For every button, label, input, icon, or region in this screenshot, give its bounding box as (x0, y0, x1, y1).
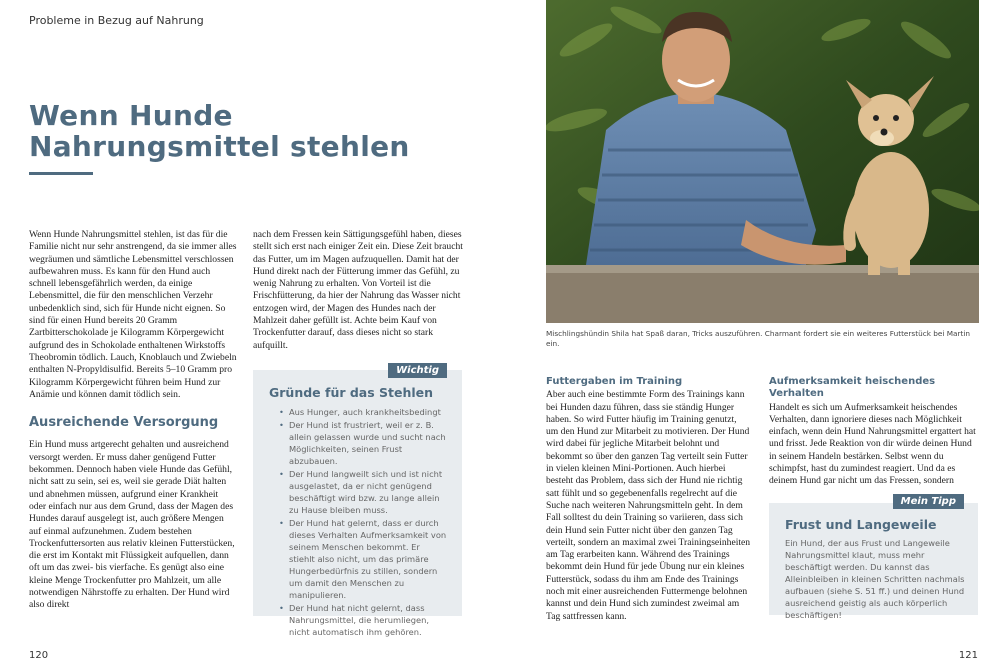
right-page (504, 0, 1008, 672)
attention-paragraph: Handelt es sich um Aufmerksamkeit heischendes Verhalten, dann ignoriere dieses nach Möglichkeit einfach, wenn dein Hund Nahrungsmittel ergattert hat und frisst. Jede Reaktion von dir würde deinen Hund in seinem Handeln bestärken. Selbst wenn du schimpfst, hast du zumindest reagiert. Und da es deinem Hund gar nicht um das Fressen, sondern (769, 401, 976, 487)
list-item: • Der Hund hat nicht gelernt, dass Nahrungsmittel, die herumliegen, nicht automatisch ihm gehören. (279, 602, 448, 638)
left-column-2 (253, 229, 463, 352)
photo-illustration (546, 0, 979, 323)
tip-title: Frust und Langeweile (785, 517, 937, 532)
tip-tag: Mein Tipp (893, 494, 964, 509)
intro-paragraph: Wenn Hunde Nahrungsmittel stehlen, ist das für die Familie nicht nur sehr anstrengend, da sie immer alles wegräumen und sämtliche Lebensmittel verschlossen aufbewahren muss. Es kann für den Hund auch schnell lebensgefährlich werden, da einige Lebensmittel, die für den menschlichen Verzehr unbedenklich sind, sich für Hunde nicht eignen. So sind für einen Hund bereits 20 Gramm Zartbitterschokolade je Kilogramm Körpergewicht aufgrund des in Schokolade enthaltenen Wirkstoffs Theobromin tödlich. Lauch, Knoblauch und Zwiebeln enthalten N-Propyldisulfid. Bereits 5–10 Gramm pro Kilogramm Körpergewicht führen beim Hund zur Anämie und können damit tödlich sein. (29, 229, 237, 400)
right-column-1 (546, 376, 751, 623)
reasons-list (253, 400, 462, 638)
subheading-versorgung: Ausreichende Versorgung (29, 415, 219, 431)
tip-box (769, 496, 978, 620)
title-rule (29, 172, 93, 175)
important-box (253, 365, 462, 637)
list-item: • Aus Hunger, auch krankheitsbedingt (279, 406, 448, 418)
list-item: • Der Hund hat gelernt, dass er durch dieses Verhalten Aufmerksamkeit von seinem Menschen bekommt. Er stiehlt also nicht, um das primäre Hungerbedürfnis zu stillen, sondern um damit den Menschen zu manipulieren. (279, 517, 448, 601)
page-number-left: 120 (29, 650, 49, 661)
heading-training: Futtergaben im Training (546, 376, 683, 387)
heading-attention: Aufmerksamkeit heischendes Verhalten (769, 376, 936, 400)
versorgung-paragraph: Ein Hund muss artgerecht gehalten und ausreichend versorgt werden. Er muss daher genügend Futter bekommen. Dennoch haben viele Hunde das Gefühl, nicht satt zu sein, sei es, weil sie gerade Diät halten und abnehmen müssen, aufgrund einer Krankheit oder einfach nur aus dem Grund, dass der Magen des Hundes darauf ausgelegt ist, auch größere Mengen auf einmal aufzunehmen. Zudem bestehen Trockenfuttersorten aus relativ kleinen Futterstücken, die erst im Kontakt mit Flüssigkeit aufquellen, dann oft um das zwei- bis vierfache. Es genügt also eine kleine Menge Trockenfutter pro Mahlzeit, um alle notwendigen Nährstoffe zu erhalten. Der Hund wird also direkt (29, 439, 235, 611)
title-line-1: Wenn Hunde (29, 99, 233, 132)
photo-caption: Mischlingshündin Shila hat Spaß daran, Tricks auszuführen. Charmant fordert sie ein weiteres Futterstück bei Martin ein. (546, 329, 971, 348)
title-line-2: Nahrungsmittel stehlen (29, 130, 410, 163)
page-title (29, 100, 410, 162)
running-head: Probleme in Bezug auf Nahrung (29, 14, 204, 27)
tip-text: Ein Hund, der aus Frust und Langeweile Nahrungsmittel klaut, muss mehr beschäftigt werden. Du kannst das Alleinbleiben in kleinen Schritten nachmals aufbauen (siehe S. 51 ff.) und deinen Hund ausreichend geistig als auch körperlich beschäftigen! (785, 538, 965, 620)
list-item: • Der Hund langweilt sich und ist nicht ausgelastet, da er nicht genügend beschäftigt wird bzw. zu lange allein zu Hause bleiben muss. (279, 468, 448, 516)
important-tag: Wichtig (388, 363, 447, 378)
page-number-right: 121 (958, 650, 978, 661)
box-title: Gründe für das Stehlen (269, 385, 434, 400)
training-paragraph: Aber auch eine bestimmte Form des Trainings kann bei Hunden dazu führen, dass sie ständig Hunger haben. So wird Futter häufig im Training genutzt, um den Hund zur Mitarbeit zu motivieren. Der Hund wird dabei für jegliche Mitarbeit belohnt und bekommt so über den ganzen Tag verteilt sein Futter in vielen kleinen Mini-Portionen. Auch hierbei besteht das Problem, dass sich der Hund nie richtig satt fühlt und so gegebenenfalls regelrecht auf die Suche nach weiteren Nahrungsmitteln geht. In dem Fall solltest du dein Training so variieren, dass sich dein Hund sein Futter nicht über den ganzen Tag verteilt, sondern an maximal zwei Trainingseinheiten am Tag erarbeiten kann. Während des Trainings bekommt dein Hund für jede Übung nur ein kleines Futterstück, sodass du ihm am Ende des Trainings noch mit einer ausreichenden Futtermenge belohnen kannst und dein Hund sich zumindest zweimal am Tag sattfressen kann. (546, 389, 751, 622)
left-column-1 (29, 229, 237, 612)
right-column-2 (769, 376, 979, 488)
list-item: • Der Hund ist frustriert, weil er z. B. allein gelassen wurde und sucht nach Möglichkeiten, seinen Frust abzubauen. (279, 419, 448, 467)
photo-man-with-dog (546, 0, 979, 323)
column-2-paragraph: nach dem Fressen kein Sättigungsgefühl haben, dieses stellt sich erst nach einiger Zeit ein. Diese Zeit braucht das Futter, um im Magen aufzuquellen. Damit hat der Hund direkt nach der Fütterung immer das Gefühl, zu wenig Nahrung zu erhalten. Von Vorteil ist die Frischfütterung, da hier der Nahrung das Wasser nicht entzogen wird, der Magen des Hundes nach der Mahlzeit daher gefüllt ist. Achte beim Kauf von Trockenfutter darauf, dass dieses nicht so stark aufquillt. (253, 229, 463, 351)
